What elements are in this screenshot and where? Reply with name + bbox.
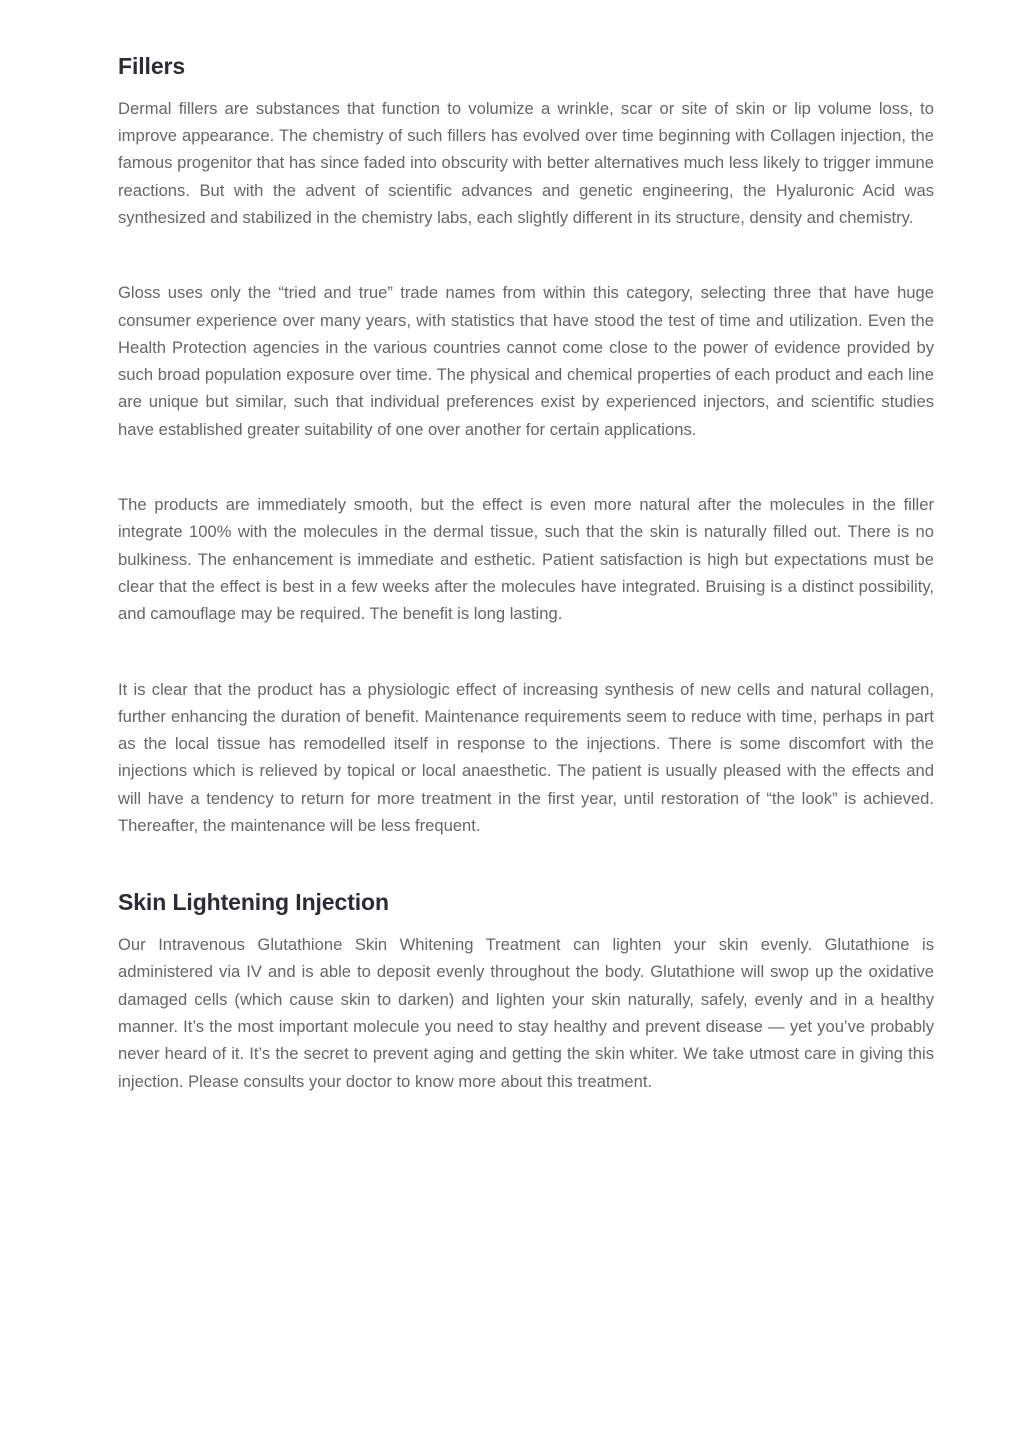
paragraph: Dermal fillers are substances that function to volumize a wrinkle, scar or site of skin or lip volume loss, to improve appearance. The chemistry of such fillers has evolved over time beginning with Collagen injection, the famous progenitor that has since faded into obscurity with better alternatives much less likely to trigger immune reactions. But with the advent of scientific advances and genetic engineering, the Hyaluronic Acid was synthesized and stabilized in the chemistry labs, each slightly different in its structure, density and chemistry. xyxy=(118,98,934,227)
section-heading-skin-lightening-injection: Skin Lightening Injection xyxy=(118,889,389,916)
paragraph: The products are immediately smooth, but the effect is even more natural after the molecules in the filler integrate 100% with the molecules in the dermal tissue, such that the skin is naturally filled out. There is no bulkiness. The enhancement is immediate and esthetic. Patient satisfaction is high but expectations must be clear that the effect is best in a few weeks after the molecules have integrated. Bruising is a distinct possibility, and camouflage may be required. The benefit is long lasting. xyxy=(118,495,934,624)
document-content xyxy=(118,52,934,1095)
page-title: Fillers xyxy=(118,53,186,79)
paragraph: It is clear that the product has a physiologic effect of increasing synthesis of new cells and natural collagen, further enhancing the duration of benefit. Maintenance requirements seem to reduce with time, perhaps in part as the local tissue has remodelled itself in response to the injections. There is some discomfort with the injections which is relieved by topical or local anaesthetic. The patient is usually pleased with the effects and will have a tendency to return for more treatment in the first year, until restoration of “the look” is achieved. Thereafter, the maintenance will be less frequent. xyxy=(118,679,934,835)
paragraph: Gloss uses only the “tried and true” trade names from within this category, selecting three that have huge consumer experience over many years, with statistics that have stood the test of time and utilization. Even the Health Protection agencies in the various countries cannot come close to the power of evidence provided by such broad population exposure over time. The physical and chemical properties of each product and each line are unique but similar, such that individual preferences exist by experienced injectors, and scientific studies have established greater suitability of one over another for certain applications. xyxy=(118,283,934,439)
paragraph: Our Intravenous Glutathione Skin Whitening Treatment can lighten your skin evenly. Glutathione is administered via IV and is able to deposit evenly throughout the body. Glutathione will swop up the oxidative damaged cells (which cause skin to darken) and lighten your skin naturally, safely, evenly and in a healthy manner. It’s the most important molecule you need to stay healthy and prevent disease — yet you’ve probably never heard of it. It’s the secret to prevent aging and getting the skin whiter. We take utmost care in giving this injection. Please consults your doctor to know more about this treatment. xyxy=(118,935,934,1091)
